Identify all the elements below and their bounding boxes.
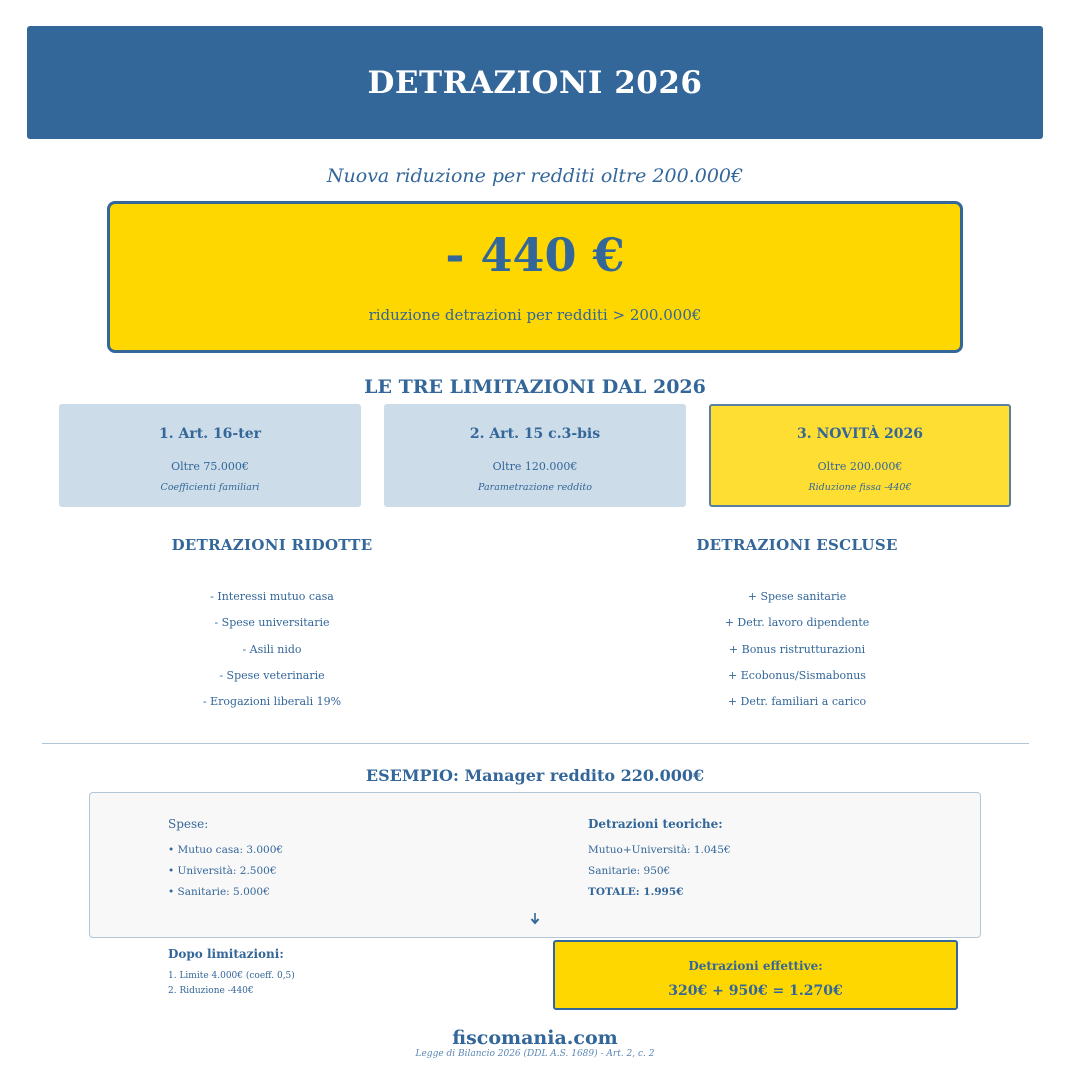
limit-card-threshold: Oltre 120.000€: [492, 460, 578, 473]
section-divider: [42, 743, 1029, 744]
list-item: - Spese veterinarie: [219, 668, 325, 682]
reduced-deductions-list: [122, 587, 422, 718]
list-item: + Bonus ristrutturazioni: [728, 642, 866, 656]
theoretical-heading: Detrazioni teoriche:: [588, 817, 723, 831]
theoretical-item: Mutuo+Università: 1.045€: [588, 844, 731, 856]
list-item: + Detr. familiari a carico: [727, 695, 867, 709]
limit-card-title: 2. Art. 15 c.3-bis: [469, 426, 601, 442]
limit-card-title: 3. NOVITÀ 2026: [797, 426, 923, 442]
expense-item: • Mutuo casa: 3.000€: [168, 844, 284, 856]
limit-card-threshold: Oltre 200.000€: [817, 460, 903, 473]
limit-card-art15: [384, 404, 686, 507]
list-item: + Detr. lavoro dipendente: [724, 616, 870, 630]
subtitle: Nuova riduzione per redditi oltre 200.000€: [326, 165, 744, 187]
list-item: - Spese universitarie: [214, 616, 330, 630]
limit-card-description: Parametrazione reddito: [478, 482, 592, 493]
limit-card-description: Riduzione fissa -440€: [808, 482, 912, 493]
reduction-caption: riduzione detrazioni per redditi > 200.000€: [368, 306, 702, 324]
expense-item: • Università: 2.500€: [168, 865, 277, 877]
excluded-deductions-list: [647, 587, 947, 718]
list-item: - Interessi mutuo casa: [210, 590, 334, 603]
expenses-block: [168, 817, 283, 907]
theoretical-total: TOTALE: 1.995€: [588, 886, 684, 898]
limits-section-title: LE TRE LIMITAZIONI DAL 2026: [364, 376, 706, 398]
limit-card-novita-2026: [709, 404, 1011, 507]
list-item: - Erogazioni liberali 19%: [202, 695, 342, 709]
example-box: [89, 792, 981, 938]
limit-card-description: Coefficienti familiari: [160, 482, 260, 493]
limit-card-art16ter: [59, 404, 361, 507]
expense-item: • Sanitarie: 5.000€: [168, 886, 270, 898]
list-item: - Asili nido: [242, 642, 302, 656]
list-item: + Ecobonus/Sismabonus: [728, 668, 866, 682]
theoretical-item: Sanitarie: 950€: [588, 865, 671, 877]
example-title: ESEMPIO: Manager reddito 220.000€: [365, 766, 705, 785]
theoretical-deductions-block: [588, 817, 731, 907]
effective-deductions-label: Detrazioni effettive:: [688, 959, 823, 973]
after-limits-step: 2. Riduzione -440€: [168, 986, 254, 996]
reduced-deductions-title: DETRAZIONI RIDOTTE: [171, 536, 373, 554]
page-title: DETRAZIONI 2026: [367, 64, 703, 101]
effective-deductions-box: [553, 940, 958, 1010]
footer-brand: fiscomania.com: [452, 1027, 618, 1049]
after-limits-title: Dopo limitazioni:: [168, 947, 284, 961]
after-limits-step: 1. Limite 4.000€ (coeff. 0,5): [168, 971, 295, 981]
excluded-deductions-title: DETRAZIONI ESCLUSE: [696, 536, 898, 554]
limit-card-title: 1. Art. 16-ter: [159, 426, 261, 442]
reduction-amount: - 440 €: [445, 228, 625, 282]
list-item: + Spese sanitarie: [747, 590, 847, 603]
header-banner: [27, 26, 1043, 139]
footer-source-note: Legge di Bilancio 2026 (DDL A.S. 1689) - Art. 2, c. 2: [415, 1049, 655, 1059]
effective-deductions-value: 320€ + 950€ = 1.270€: [668, 983, 843, 999]
reduction-highlight-box: [107, 201, 963, 353]
chevron-down-icon: [527, 911, 543, 927]
limit-card-threshold: Oltre 75.000€: [171, 460, 249, 473]
expenses-heading: Spese:: [168, 817, 209, 831]
